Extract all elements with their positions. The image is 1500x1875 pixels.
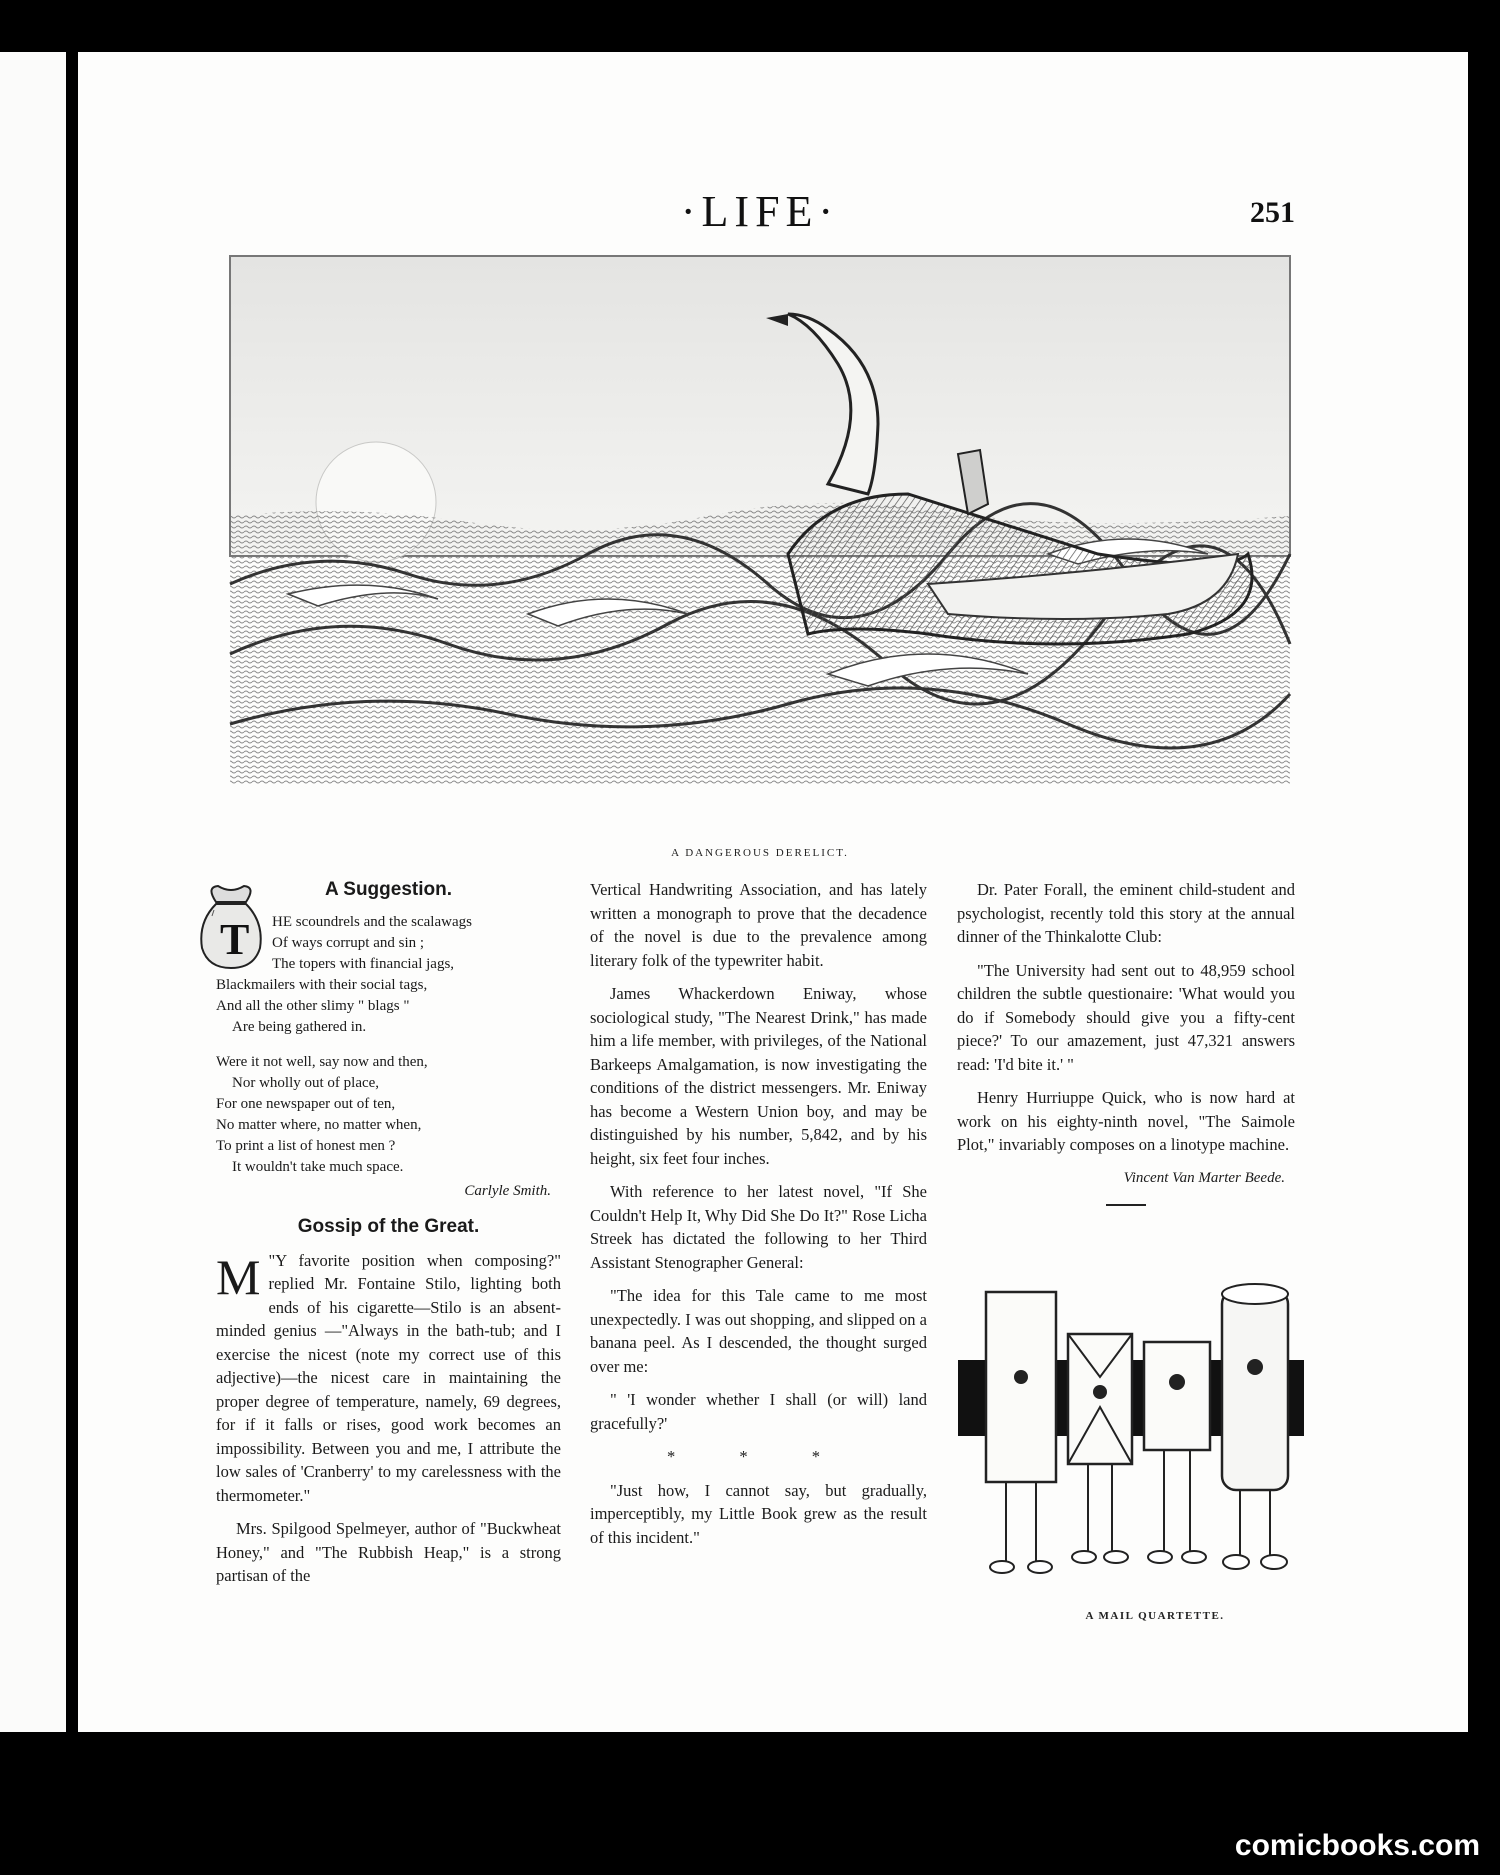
paragraph — [216, 1249, 561, 1508]
paragraph: Henry Hurriuppe Quick, who is now hard at work on his eighty-ninth novel, "The Saimole Plot," invariably composes on a linotype machine. — [957, 1088, 1295, 1154]
paragraph: "Just how, I cannot say, but gradually, imperceptibly, my Little Book grew as the result of this incident." — [590, 1480, 927, 1547]
poem-line: The topers with financial jags, — [272, 955, 455, 972]
poem-line: And all the other slimy " blags " — [216, 997, 410, 1014]
column-3 — [957, 878, 1295, 1206]
column-signature: Vincent Van Marter Beede. — [1123, 1169, 1285, 1186]
poem-line: Are being gathered in. — [232, 1018, 367, 1035]
poem-line: Were it not well, say now and then, — [216, 1053, 428, 1070]
site-watermark: comicbooks.com — [1234, 1829, 1480, 1862]
section-stars: * * * — [667, 1447, 850, 1466]
mail-quartette-cartoon — [956, 1272, 1306, 1602]
paragraph: With reference to her latest novel, "If She Couldn't Help It, Why Did She Do It?" Rose Licha Streek has dictated the following to her Third Assistant Stenographer General: — [590, 1182, 927, 1272]
paragraph: Vertical Handwriting Association, and has lately written a monograph to prove that the decadence of the novel is due to the prevalence among literary folk of the typewriter habit. — [590, 880, 927, 970]
envelope-character-1 — [986, 1292, 1056, 1573]
heading-gossip-of-the-great: Gossip of the Great. — [297, 1216, 480, 1237]
column-2 — [590, 878, 927, 1559]
paragraph: "The University had sent out to 48,959 school children the subtle questionaire: 'What would you do if Somebody should give you a fifty-cent piece?' To our amazement, just 47,321 answers read: 'I'd bite it.' " — [957, 960, 1295, 1074]
masthead-title: ·LIFE· — [680, 187, 840, 236]
paragraph: Dr. Pater Forall, the eminent child-student and psychologist, recently told this story at the annual dinner of the Thinkalotte Club: — [957, 880, 1295, 946]
divider-rule — [1106, 1204, 1146, 1206]
poem-line: It wouldn't take much space. — [232, 1158, 404, 1175]
illustration-caption: A DANGEROUS DERELICT. — [671, 847, 849, 859]
poem-signature: Carlyle Smith. — [464, 1182, 551, 1199]
poem-line: HE scoundrels and the scalawags — [272, 913, 472, 930]
envelope-character-3 — [1144, 1342, 1210, 1563]
heading-a-suggestion: A Suggestion. — [324, 879, 453, 900]
poem-line: To print a list of honest men ? — [216, 1137, 396, 1154]
poem-stanza-2 — [216, 1052, 561, 1178]
paragraph-text: "Y favorite position when composing?" replied Mr. Fontaine Stilo, lighting both ends of his cigarette—Stilo is an absent-minded genius —"Always in the bath-tub; and I exercise the nicest (note my correct use of this adjective)—the nicest care in maintaining the proper degree of temperature, namely, 69 degrees, for if it falls or rises, good work becomes an impossibility. Between you and me, I attribute the low sales of 'Cranberry' to my carelessness with the thermometer." — [216, 1250, 561, 1505]
facing-page-edge — [0, 52, 66, 1732]
money-bag-dropcap-icon — [196, 882, 266, 972]
paragraph: "The idea for this Tale came to me most unexpectedly. I was out shopping, and slipped on a banana peel. As I descended, the thought surged over me: — [590, 1286, 927, 1376]
paragraph: " 'I wonder whether I shall (or will) land gracefully?' — [590, 1390, 927, 1433]
paragraph: James Whackerdown Eniway, whose sociological study, "The Nearest Drink," has made him a life member, with privileges, of the National Barkeeps Amalgamation, is now investigating the conditions of the district messengers. Mr. Eniway has become a Western Union boy, and may be distinguished by his number, 5,842, and by his height, six feet four inches. — [590, 984, 927, 1168]
page-number: 251 — [1250, 196, 1295, 229]
cartoon-caption: A MAIL QUARTETTE. — [1085, 1610, 1225, 1622]
rolled-newspaper-character — [1222, 1284, 1288, 1569]
poem-line: Blackmailers with their social tags, — [216, 976, 428, 993]
poem-line: For one newspaper out of ten, — [216, 1095, 396, 1112]
paragraph: Mrs. Spilgood Spelmeyer, author of "Buckwheat Honey," and "The Rubbish Heap," is a strong partisan of the — [216, 1519, 561, 1585]
dropcap-letter: M — [216, 1248, 261, 1305]
ship-derelict-illustration — [228, 254, 1292, 784]
column-1 — [216, 878, 561, 1598]
poem-line: No matter where, no matter when, — [216, 1116, 422, 1133]
poem-line: Nor wholly out of place, — [232, 1074, 380, 1091]
sea-waves — [230, 503, 1290, 784]
poem-line: Of ways corrupt and sin ; — [272, 934, 425, 951]
envelope-character-2 — [1068, 1334, 1132, 1563]
svg-text:T: T — [220, 914, 250, 964]
poem-stanza-1 — [216, 912, 561, 1038]
